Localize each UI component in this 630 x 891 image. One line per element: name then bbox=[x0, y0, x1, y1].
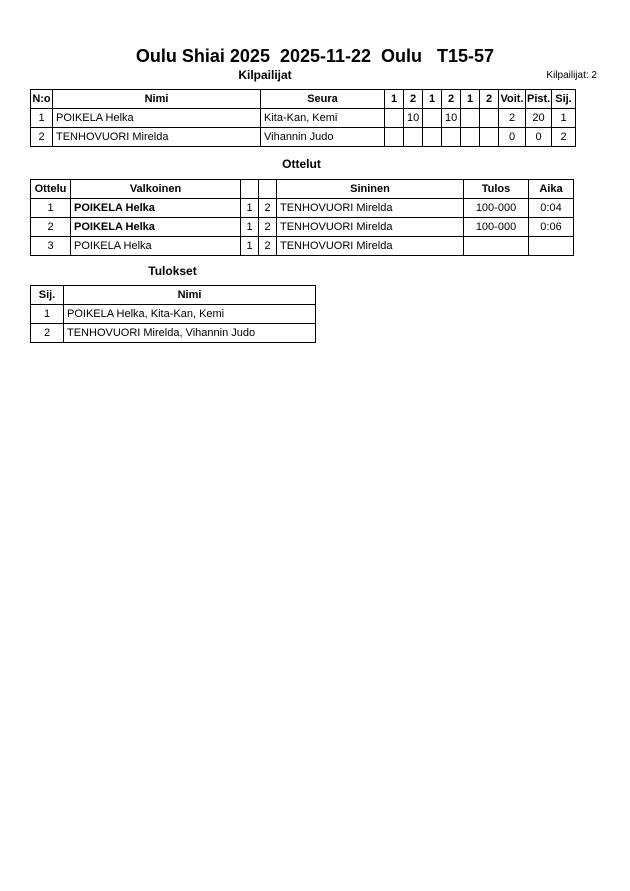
cell-pist: 0 bbox=[526, 128, 552, 147]
col-header-aika: Aika bbox=[529, 180, 574, 199]
ottelut-heading: Ottelut bbox=[282, 157, 321, 171]
kilpailijat-row bbox=[31, 109, 576, 128]
cell-pist: 20 bbox=[526, 109, 552, 128]
col-header-tulos: Tulos bbox=[464, 180, 529, 199]
cell-white-num: 1 bbox=[241, 218, 259, 237]
col-header-seura: Seura bbox=[261, 90, 385, 109]
cell-score bbox=[480, 128, 499, 147]
cell-score bbox=[461, 109, 480, 128]
kilpailijat-heading: Kilpailijat bbox=[238, 68, 292, 82]
cell-valkoinen: POIKELA Helka bbox=[71, 199, 241, 218]
cell-nimi: TENHOVUORI Mirelda, Vihannin Judo bbox=[64, 324, 316, 343]
cell-white-num: 1 bbox=[241, 237, 259, 256]
tulokset-row bbox=[31, 324, 316, 343]
cell-ottelu: 2 bbox=[31, 218, 71, 237]
cell-blue-num: 2 bbox=[259, 237, 277, 256]
col-header-no: N:o bbox=[31, 90, 53, 109]
cell-tulos bbox=[464, 237, 529, 256]
ottelut-header-row bbox=[31, 180, 574, 199]
col-header-score: 1 bbox=[461, 90, 480, 109]
cell-score bbox=[423, 128, 442, 147]
kilpailijat-header-row bbox=[31, 90, 576, 109]
tulokset-table bbox=[30, 285, 316, 343]
col-header-sij: Sij. bbox=[552, 90, 576, 109]
tulokset-heading: Tulokset bbox=[148, 264, 197, 278]
cell-sininen: TENHOVUORI Mirelda bbox=[277, 199, 464, 218]
cell-sininen: TENHOVUORI Mirelda bbox=[277, 218, 464, 237]
kilpailijat-count: Kilpailijat: 2 bbox=[546, 70, 597, 81]
cell-valkoinen: POIKELA Helka bbox=[71, 237, 241, 256]
cell-score bbox=[423, 109, 442, 128]
col-header-voit: Voit. bbox=[499, 90, 526, 109]
cell-ottelu: 3 bbox=[31, 237, 71, 256]
cell-voit: 2 bbox=[499, 109, 526, 128]
cell-aika bbox=[529, 237, 574, 256]
cell-aika: 0:06 bbox=[529, 218, 574, 237]
cell-sij: 2 bbox=[31, 324, 64, 343]
cell-sij: 1 bbox=[552, 109, 576, 128]
cell-nimi: POIKELA Helka bbox=[53, 109, 261, 128]
cell-score bbox=[461, 128, 480, 147]
col-header-sij: Sij. bbox=[31, 286, 64, 305]
col-header-white-num bbox=[241, 180, 259, 199]
cell-sij: 2 bbox=[552, 128, 576, 147]
cell-blue-num: 2 bbox=[259, 199, 277, 218]
ottelut-row bbox=[31, 237, 574, 256]
cell-score bbox=[442, 128, 461, 147]
col-header-blue-num bbox=[259, 180, 277, 199]
col-header-score: 1 bbox=[385, 90, 404, 109]
col-header-sininen: Sininen bbox=[277, 180, 464, 199]
col-header-nimi: Nimi bbox=[64, 286, 316, 305]
tulokset-header-row bbox=[31, 286, 316, 305]
cell-no: 2 bbox=[31, 128, 53, 147]
ottelut-row bbox=[31, 199, 574, 218]
col-header-pist: Pist. bbox=[526, 90, 552, 109]
cell-aika: 0:04 bbox=[529, 199, 574, 218]
col-header-ottelu: Ottelu bbox=[31, 180, 71, 199]
cell-seura: Kita-Kan, Kemi bbox=[261, 109, 385, 128]
cell-white-num: 1 bbox=[241, 199, 259, 218]
cell-nimi: POIKELA Helka, Kita-Kan, Kemi bbox=[64, 305, 316, 324]
col-header-nimi: Nimi bbox=[53, 90, 261, 109]
col-header-score: 2 bbox=[404, 90, 423, 109]
cell-tulos: 100-000 bbox=[464, 199, 529, 218]
col-header-score: 2 bbox=[442, 90, 461, 109]
cell-score bbox=[404, 128, 423, 147]
cell-sij: 1 bbox=[31, 305, 64, 324]
cell-valkoinen: POIKELA Helka bbox=[71, 218, 241, 237]
cell-score: 10 bbox=[442, 109, 461, 128]
cell-sininen: TENHOVUORI Mirelda bbox=[277, 237, 464, 256]
cell-score: 10 bbox=[404, 109, 423, 128]
cell-tulos: 100-000 bbox=[464, 218, 529, 237]
cell-ottelu: 1 bbox=[31, 199, 71, 218]
col-header-score: 2 bbox=[480, 90, 499, 109]
tulokset-row bbox=[31, 305, 316, 324]
ottelut-table bbox=[30, 179, 574, 256]
ottelut-row bbox=[31, 218, 574, 237]
cell-seura: Vihannin Judo bbox=[261, 128, 385, 147]
cell-score bbox=[385, 128, 404, 147]
col-header-score: 1 bbox=[423, 90, 442, 109]
cell-voit: 0 bbox=[499, 128, 526, 147]
kilpailijat-table bbox=[30, 89, 576, 147]
col-header-valkoinen: Valkoinen bbox=[71, 180, 241, 199]
cell-score bbox=[480, 109, 499, 128]
kilpailijat-row bbox=[31, 128, 576, 147]
cell-blue-num: 2 bbox=[259, 218, 277, 237]
cell-no: 1 bbox=[31, 109, 53, 128]
cell-score bbox=[385, 109, 404, 128]
page-title: Oulu Shiai 2025 2025-11-22 Oulu T15-57 bbox=[135, 46, 495, 66]
cell-nimi: TENHOVUORI Mirelda bbox=[53, 128, 261, 147]
